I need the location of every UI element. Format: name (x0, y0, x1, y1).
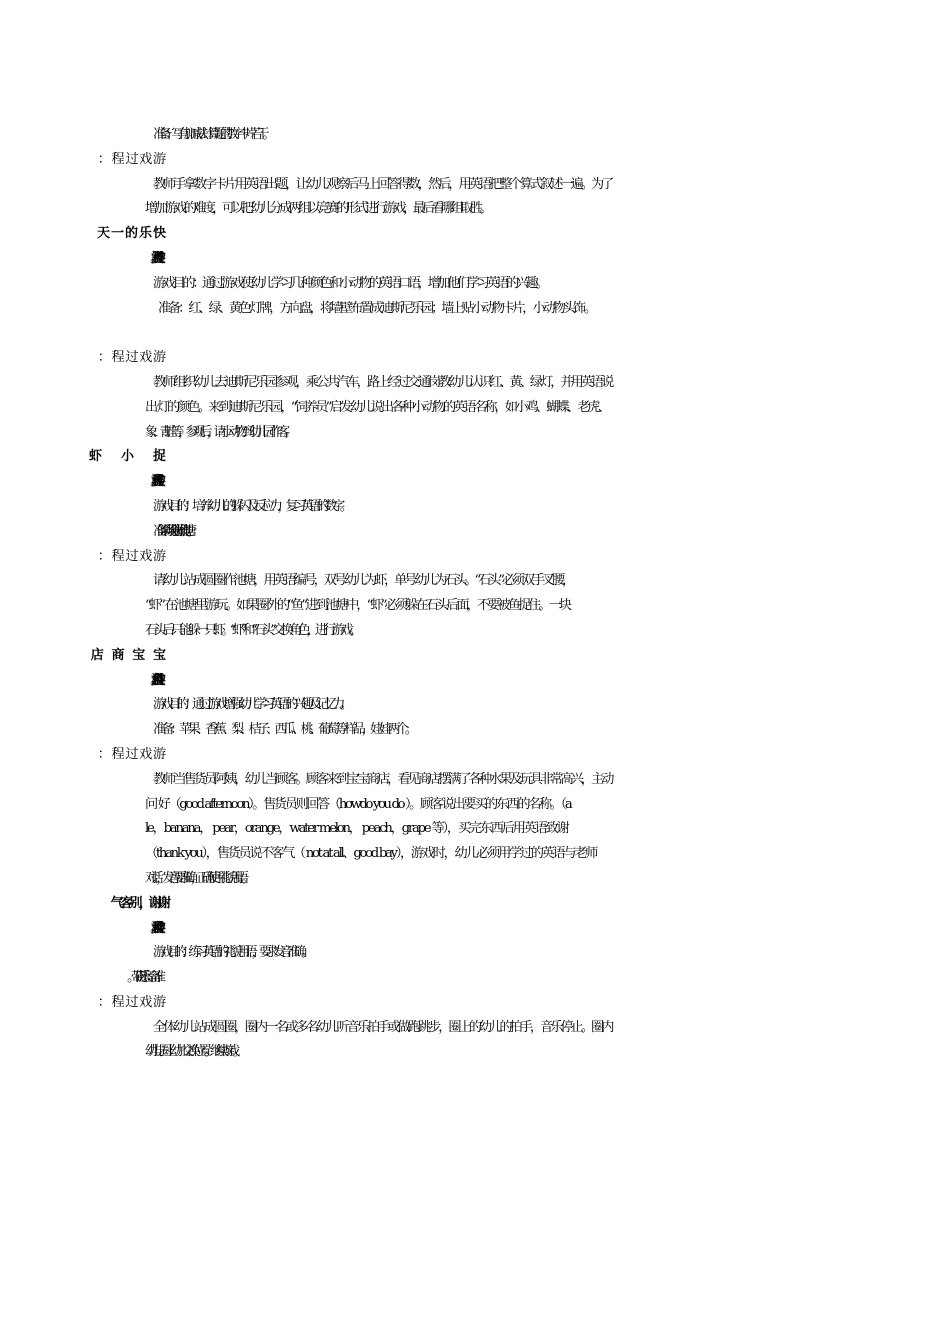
section-process-label (0, 148, 950, 173)
paragraph-line: 增 加游戏的难度，可以把幼儿分成两组以竞赛的形式进行游戏，最后看哪组取胜。 (145, 201, 489, 217)
section-goal: 游戏目的：培养幼儿的躲闪及反应力，复习英语的数字。 (153, 498, 348, 514)
section-goal: 游戏目的：通过游戏使幼儿学习几种颜色和小动物的英语口语，增加他们学习英语的兴趣。 (153, 275, 546, 291)
section-process-label (0, 743, 950, 768)
section-type (0, 669, 950, 694)
paragraph-line: “虾” 在池塘里游玩。如果圈外的“鱼”进到池塘中，“虾”必须躲在石头后面，不要被鱼捉住。一块 (145, 598, 570, 614)
section-prep: 准备：写有加减法计算题的数字卡片若干。 (153, 127, 269, 142)
section-prep (0, 966, 950, 991)
section-type (0, 917, 950, 942)
section-process-label (0, 346, 950, 371)
paragraph-line: 问 好（good afternoon）。售货员则回答（howdo you do ）。顾客说出要买的东西的名称。（a (145, 796, 571, 812)
paragraph-line: 对话，发音要准确，正确使用礼貌用语。 (145, 870, 248, 886)
paragraph-line: 请幼儿站成圆圈作池塘，用英语编号，双号幼儿为虾，单号幼儿为石头。“石头”必须双手叉腰， (153, 573, 573, 589)
section-prep: 准备：将场地划分好作池塘。 (153, 523, 190, 539)
paragraph-line: 全体幼儿站成圆圈，圈内一名或多名幼儿听音乐拍手或做跑跳步，圈上的幼儿的拍手，音乐停止。圈内 (153, 1019, 612, 1035)
blank-line (0, 321, 950, 346)
paragraph-line: 教师手拿数字卡片用英语出题，让幼儿观察后马上回答得数，然后，用英语把整个算式叙述一遍。为了 (153, 176, 612, 192)
paragraph-line: 出 灯的颜色。来到迪斯尼乐园，“饲养员”启发幼儿说出各种小动物的英语名称，如小鸡、蝴蝶、老虎、 (145, 399, 609, 415)
document-body (0, 123, 950, 1065)
section-goal: 游戏目的：练习英语的礼貌用语，要求发音准确。 (153, 945, 309, 961)
section-process-label (0, 991, 950, 1016)
section-title (0, 644, 950, 669)
section-process-label (0, 545, 950, 570)
paragraph-line: 教师当售货员阿姨，幼儿当顾客。顾客来到宝宝商店，看见商店摆满了各种水果及玩具非常高兴，主动 (153, 771, 612, 787)
paragraph-line: le，banana， pear，orange，water melon， peach，grape 等），买完东西后用英语致谢 (145, 821, 568, 837)
paragraph-line: 石头后只能躲 一只虾。“虾”和“石头”交换角色，进行游戏。 (145, 622, 358, 638)
section-title (0, 445, 950, 470)
paragraph-line: （thank you），售货员说不客气（ not at all、good bay），游戏时，幼儿必须用学过的英语与老师 (145, 846, 597, 862)
section-title (0, 222, 950, 247)
section-prep: 准备：苹果、香蕉、梨、桔子、西瓜、桃、葡萄等样品，娃娃两个。 (153, 722, 414, 738)
section-title (0, 892, 950, 917)
paragraph-line: 幼 儿与圈上幼儿交换位置。继续游戏。 (145, 1044, 239, 1060)
section-prep: 准备：红、绿、黄色灯牌，方向盘，将墙壁布置成迪斯尼乐园；墙上贴小动物卡片，小动物头饰 。 (158, 300, 595, 316)
section-type (0, 470, 950, 495)
paragraph-line: 教师组织幼儿去迪斯尼乐园参观，乘公共汽车，路上经过交通岗教幼儿认识红、黄、绿灯，并用英语说 (153, 374, 612, 390)
section-type (0, 247, 950, 272)
paragraph-line: 象、青 蛙等，参观后，请小动物到幼儿园作客。 (145, 424, 292, 440)
section-goal: 游戏目的：通过游戏增强幼儿学习英语的兴趣及记忆力。 (153, 697, 348, 713)
